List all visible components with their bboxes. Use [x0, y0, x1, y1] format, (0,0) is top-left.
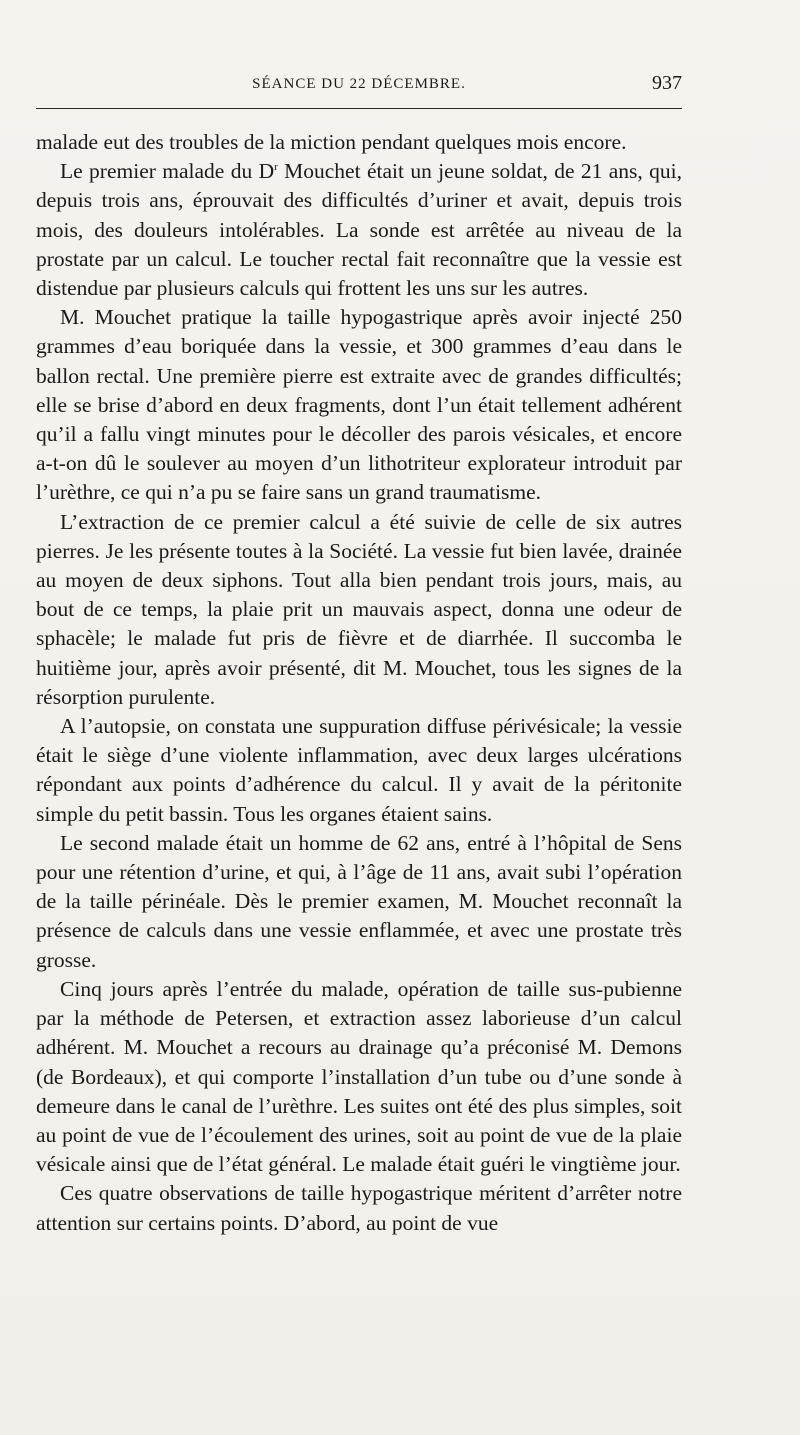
paragraph-second-patient: Le second malade était un homme de 62 ans, entré à l’hôpital de Sens pour une rétention d’urine, et qui, à l’âge de 11 ans, avait subi l’opération de la taille périnéale. Dès le premier examen, M. Mouchet reconnaît la présence de calculs dans une vessie enflammée, et avec une prostate très grosse. [36, 830, 682, 972]
paragraph-second-operation: Cinq jours après l’entrée du malade, opération de taille sus-pubienne par la méthode de Petersen, et extraction assez laborieuse d’un calcul adhérent. M. Mouchet a recours au drainage qu’a préconisé M. Demons (de Bordeaux), et qui comporte l’installation d’un tube ou d’une sonde à demeure dans le canal de l’urèthre. Les suites ont été des plus simples, soit au point de vue de l’écoulement des urines, soit au point de vue de la plaie vésicale ainsi que de l’état général. Le malade était guéri le vingtième jour. [36, 976, 682, 1177]
paragraph-operation: M. Mouchet pratique la taille hypogastrique après avoir injecté 250 grammes d’eau boriquée dans la vessie, et 300 grammes d’eau dans le ballon rectal. Une première pierre est extraite avec de grandes difficultés; elle se brise d’abord en deux fragments, dont l’un était tellement adhérent qu’il a fallu vingt minutes pour le décoller des parois vésicales, et encore a-t-on dû le soulever au moyen d’un lithotriteur explorateur introduit par l’urèthre, ce qui n’a pu se faire sans un grand traumatisme. [36, 305, 682, 505]
superscript: r [274, 161, 278, 174]
page-header [36, 72, 682, 100]
header-rule [36, 108, 682, 109]
paragraph-autopsy: A l’autopsie, on constata une suppuration diffuse périvésicale; la vessie était le siège d’une violente inflammation, avec deux larges ulcérations répondant aux points d’adhérence du calcul. Il y avait de la péritonite simple du petit bassin. Tous les organes étaient sains. [36, 714, 682, 826]
running-head: SÉANCE DU 22 DÉCEMBRE. [252, 76, 466, 92]
paragraph-text-part: Le premier malade du D [60, 159, 275, 184]
paragraph-first-patient [36, 157, 682, 303]
paragraph-conclusion: Ces quatre observations de taille hypogastrique méritent d’arrêter notre attention sur certains points. D’abord, au point de vue [36, 1181, 682, 1235]
paragraph-text-part: Mouchet était un jeune soldat, de 21 ans, qui, depuis trois ans, éprouvait des difficultés d’uriner et avait, depuis trois mois, des douleurs intolérables. La sonde est arrêtée au niveau de la prostate par un calcul. Le toucher rectal fait reconnaître que la vessie est distendue par plusieurs calculs qui frottent les uns sur les autres. [36, 159, 682, 301]
paragraph-extraction: L’extraction de ce premier calcul a été suivie de celle de six autres pierres. Je les présente toutes à la Société. La vessie fut bien lavée, drainée au moyen de deux siphons. Tout alla bien pendant trois jours, mais, au bout de ce temps, la plaie prit un mauvais aspect, donna une odeur de sphacèle; le malade fut pris de fièvre et de diarrhée. Il succomba le huitième jour, après avoir présenté, dit M. Mouchet, tous les signes de la résorption purulente. [36, 509, 682, 709]
page-number: 937 [652, 72, 682, 94]
body-text [36, 128, 682, 1238]
paragraph-continued: malade eut des troubles de la miction pendant quelques mois encore. [36, 130, 627, 154]
